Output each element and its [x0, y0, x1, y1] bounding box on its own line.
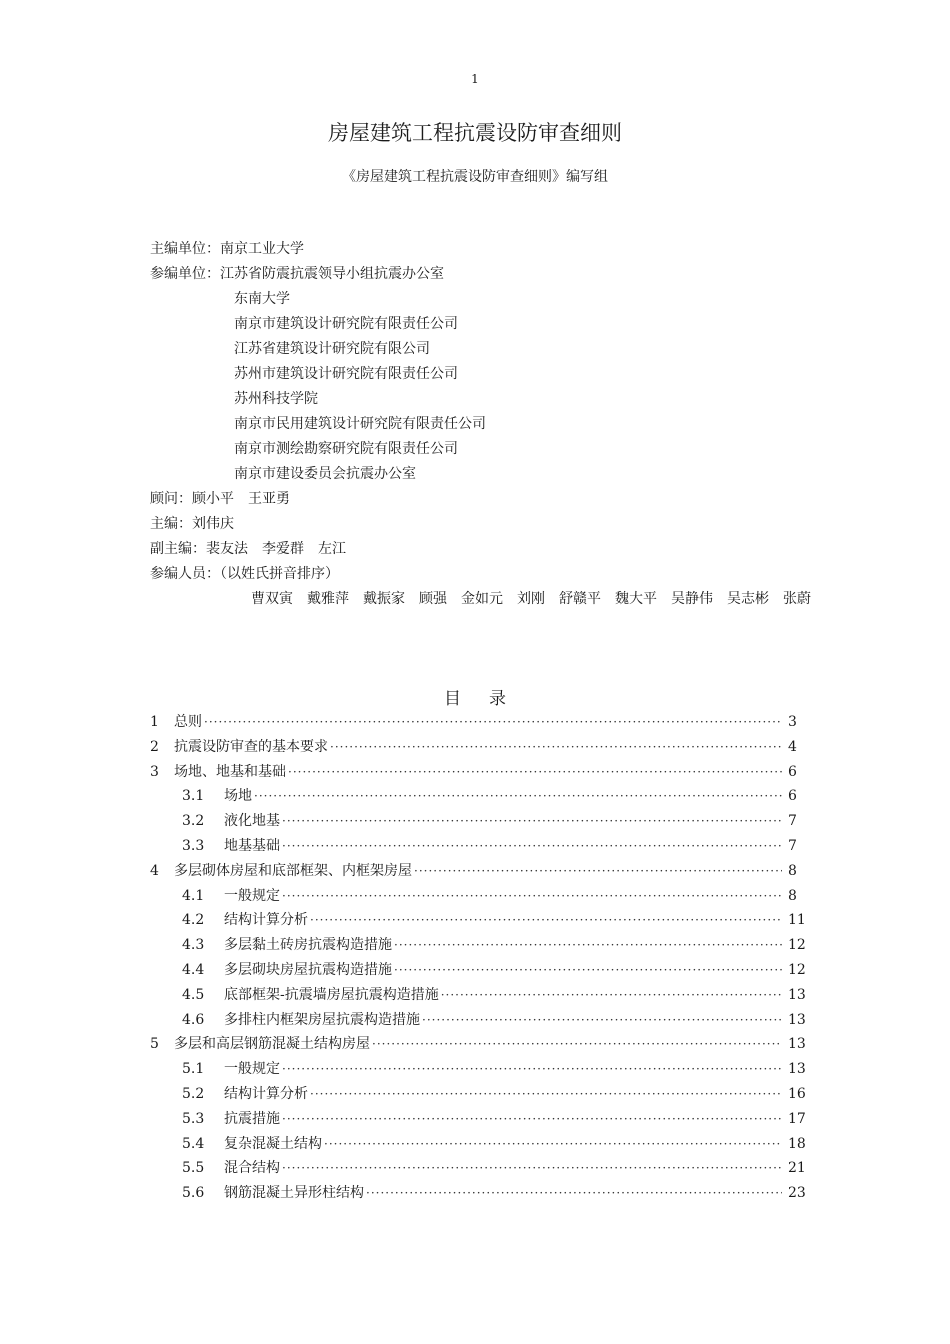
- toc-entry-number: 5.6: [182, 1185, 205, 1202]
- toc-leader-dots: [282, 1161, 782, 1175]
- toc-entry-title: 抗震设防审查的基本要求: [174, 738, 328, 755]
- toc-entry-number: 4.6: [182, 1011, 205, 1028]
- toc-entry-page: 6: [788, 763, 797, 780]
- toc-entry[interactable]: [150, 761, 810, 786]
- toc-entry-number: 5.1: [182, 1061, 205, 1078]
- toc-leader-dots: [282, 814, 782, 828]
- deputy-editors: 裴友法 李爱群 左江: [206, 541, 346, 557]
- toc-leader-dots: [441, 988, 782, 1002]
- participating-units-label: 参编单位：: [150, 266, 220, 282]
- toc-entry-page: 8: [788, 862, 797, 879]
- toc-entry-title: 多层砌体房屋和底部框架、内框架房屋: [174, 862, 412, 879]
- toc-entry-page: 13: [788, 1061, 806, 1078]
- toc-leader-dots: [394, 938, 782, 952]
- toc-entry[interactable]: [150, 1009, 810, 1034]
- toc-entry-number: 4.1: [182, 887, 205, 904]
- toc-entry[interactable]: [150, 1058, 810, 1083]
- toc-leader-dots: [282, 889, 782, 903]
- toc-entry-number: 5.2: [182, 1085, 205, 1102]
- toc-entry-number: 5.5: [182, 1160, 205, 1177]
- toc-entry[interactable]: [150, 1033, 810, 1058]
- toc-entry-number: 2: [150, 738, 159, 755]
- editor-row: [150, 512, 850, 537]
- toc-entry-number: 4: [150, 862, 159, 879]
- toc-entry-title: 结构计算分析: [224, 912, 308, 929]
- toc-entry-number: 5: [150, 1036, 159, 1053]
- toc-entry-title: 多层砌块房屋抗震构造措施: [224, 961, 392, 978]
- deputy-editors-row: [150, 537, 850, 562]
- toc-entry-title: 底部框架-抗震墙房屋抗震构造措施: [224, 986, 439, 1003]
- toc-entry-page: 21: [788, 1160, 806, 1177]
- toc-entry-page: 12: [788, 937, 806, 954]
- toc-leader-dots: [254, 789, 782, 803]
- credits-block: [150, 237, 850, 612]
- members-label: 参编人员：（以姓氏拼音排序）: [150, 566, 339, 582]
- toc-entry-title: 多排柱内框架房屋抗震构造措施: [224, 1011, 420, 1028]
- advisors: 顾小平 王亚勇: [192, 491, 290, 507]
- toc-entry-title: 混合结构: [224, 1160, 280, 1177]
- toc-entry-page: 3: [788, 714, 797, 730]
- toc-entry[interactable]: [150, 909, 810, 934]
- participating-unit: 江苏省防震抗震领导小组抗震办公室: [220, 266, 444, 282]
- toc-entry-title: 抗震措施: [224, 1110, 280, 1127]
- editor-label: 主编：: [150, 516, 192, 532]
- members-list: 曹双寅 戴雅萍 戴振家 顾强 金如元 刘刚 舒赣平 魏大平 吴静伟 吴志彬 张蔚: [251, 591, 811, 607]
- toc-entry-page: 13: [788, 1011, 806, 1028]
- toc-entry[interactable]: [150, 885, 810, 910]
- toc-entry[interactable]: [150, 1083, 810, 1108]
- participating-unit: 江苏省建筑设计研究院有限公司: [234, 341, 430, 357]
- toc-entry-number: 4.2: [182, 912, 205, 929]
- toc-leader-dots: [310, 913, 782, 927]
- toc-entry-title: 多层黏土砖房抗震构造措施: [224, 937, 392, 954]
- toc-entry-title: 多层和高层钢筋混凝土结构房屋: [174, 1036, 370, 1053]
- chief-unit-row: [150, 237, 850, 262]
- participating-unit: 东南大学: [234, 291, 290, 307]
- toc-leader-dots: [366, 1186, 782, 1200]
- editor: 刘伟庆: [192, 516, 234, 532]
- page-number: 1: [471, 72, 479, 86]
- toc-entry-title: 结构计算分析: [224, 1085, 308, 1102]
- participating-unit: 南京市建设委员会抗震办公室: [234, 466, 416, 482]
- toc-entry[interactable]: [150, 1133, 810, 1158]
- toc-entry-page: 8: [788, 887, 797, 904]
- toc-entry-number: 3.2: [182, 813, 205, 830]
- toc-entry[interactable]: [150, 835, 810, 860]
- toc-entry-number: 5.3: [182, 1110, 205, 1127]
- toc-entry-page: 23: [788, 1185, 806, 1202]
- advisors-label: 顾问：: [150, 491, 192, 507]
- toc-entry[interactable]: [150, 711, 810, 736]
- toc-leader-dots: [282, 1112, 782, 1126]
- advisors-row: [150, 487, 850, 512]
- toc-leader-dots: [422, 1013, 782, 1027]
- toc-leader-dots: [414, 864, 782, 878]
- toc-leader-dots: [372, 1037, 782, 1051]
- toc-leader-dots: [394, 963, 782, 977]
- toc-entry-page: 13: [788, 1036, 806, 1053]
- toc-leader-dots: [204, 715, 782, 729]
- toc-entry-title: 地基基础: [224, 837, 280, 854]
- participating-unit: 苏州市建筑设计研究院有限责任公司: [234, 366, 458, 382]
- toc-entry-page: 7: [788, 813, 797, 830]
- toc-heading: 目录: [444, 689, 534, 709]
- table-of-contents: [150, 711, 810, 1207]
- toc-entry[interactable]: [150, 984, 810, 1009]
- toc-entry[interactable]: [150, 934, 810, 959]
- toc-entry-title: 复杂混凝土结构: [224, 1135, 322, 1152]
- toc-entry-number: 1: [150, 714, 159, 730]
- toc-leader-dots: [282, 1062, 782, 1076]
- toc-entry-page: 12: [788, 961, 806, 978]
- toc-entry-title: 场地: [224, 788, 252, 805]
- toc-entry-page: 11: [788, 912, 806, 929]
- participating-unit: 苏州科技学院: [234, 391, 318, 407]
- toc-entry-title: 一般规定: [224, 1061, 280, 1078]
- toc-entry-page: 4: [788, 738, 797, 755]
- toc-entry-title: 一般规定: [224, 887, 280, 904]
- toc-entry-page: 7: [788, 837, 797, 854]
- toc-entry-page: 16: [788, 1085, 806, 1102]
- participating-unit: 南京市测绘勘察研究院有限责任公司: [234, 441, 458, 457]
- toc-entry[interactable]: [150, 785, 810, 810]
- toc-entry-page: 6: [788, 788, 797, 805]
- toc-entry-number: 3.1: [182, 788, 205, 805]
- toc-entry[interactable]: [150, 959, 810, 984]
- toc-leader-dots: [310, 1087, 782, 1101]
- toc-entry-number: 3.3: [182, 837, 205, 854]
- toc-entry[interactable]: [150, 736, 810, 761]
- toc-entry-page: 17: [788, 1110, 806, 1127]
- toc-entry-title: 钢筋混凝土异形柱结构: [224, 1185, 364, 1202]
- toc-entry[interactable]: [150, 1182, 810, 1207]
- toc-entry-number: 4.4: [182, 961, 205, 978]
- participating-unit: 南京市民用建筑设计研究院有限责任公司: [234, 416, 486, 432]
- toc-entry-title: 总则: [174, 714, 202, 730]
- toc-entry-page: 13: [788, 986, 806, 1003]
- toc-entry-title: 液化地基: [224, 813, 280, 830]
- toc-entry-number: 4.5: [182, 986, 205, 1003]
- toc-entry[interactable]: [150, 1157, 810, 1182]
- document-subtitle: 《房屋建筑工程抗震设防审查细则》编写组: [342, 169, 608, 185]
- toc-entry-title: 场地、地基和基础: [174, 763, 286, 780]
- chief-unit: 南京工业大学: [220, 241, 304, 257]
- toc-entry[interactable]: [150, 810, 810, 835]
- toc-leader-dots: [282, 839, 782, 853]
- toc-leader-dots: [288, 765, 782, 779]
- deputy-editors-label: 副主编：: [150, 541, 206, 557]
- toc-entry-number: 3: [150, 763, 159, 780]
- document-title: 房屋建筑工程抗震设防审查细则: [328, 121, 622, 145]
- toc-leader-dots: [330, 740, 782, 754]
- chief-unit-label: 主编单位：: [150, 241, 220, 257]
- toc-leader-dots: [324, 1137, 782, 1151]
- toc-entry[interactable]: [150, 1108, 810, 1133]
- participating-units-row: [150, 262, 850, 287]
- toc-entry-number: 4.3: [182, 937, 205, 954]
- participating-unit: 南京市建筑设计研究院有限责任公司: [234, 316, 458, 332]
- toc-entry[interactable]: [150, 860, 810, 885]
- toc-entry-number: 5.4: [182, 1135, 205, 1152]
- toc-entry-page: 18: [788, 1135, 806, 1152]
